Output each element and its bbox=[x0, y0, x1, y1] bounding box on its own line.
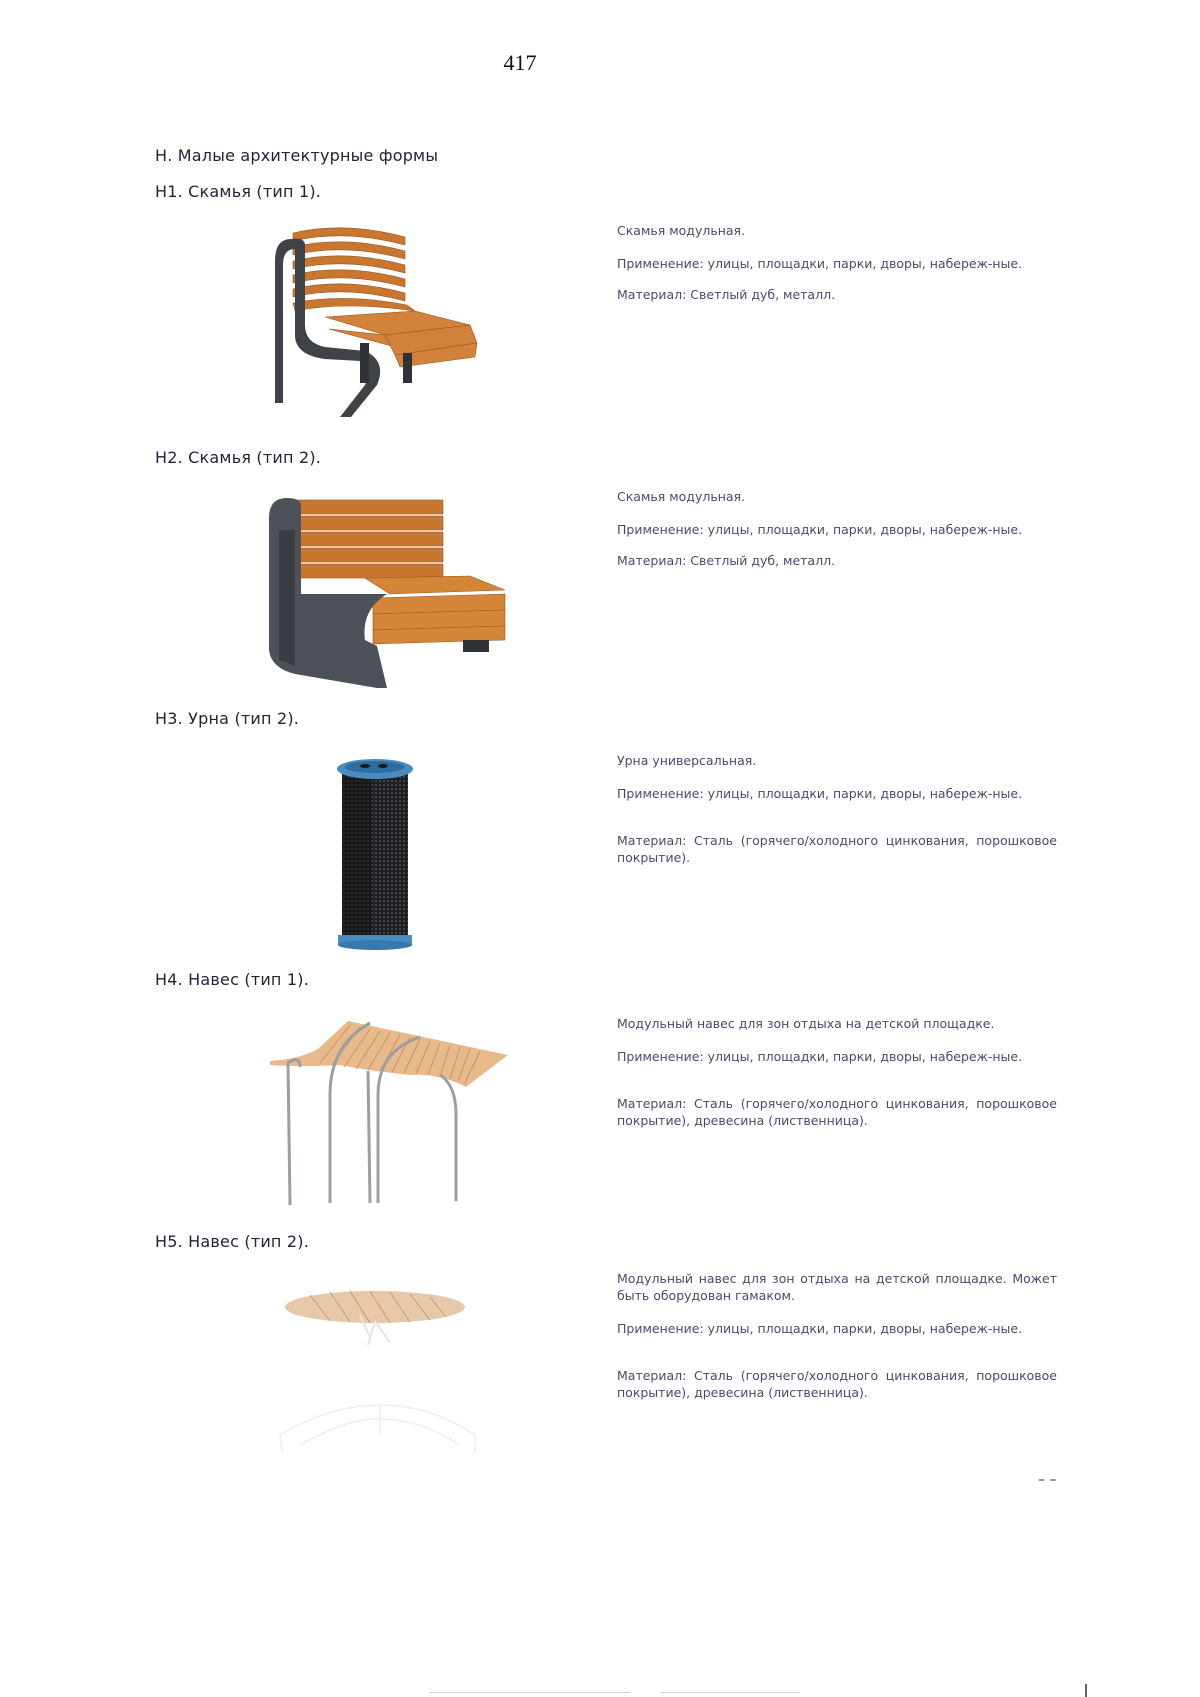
application-text: Применение: улицы, площадки, парки, дворы, набереж-ные. bbox=[617, 256, 1023, 271]
item-description-h4 bbox=[617, 1015, 1057, 1129]
item-heading-h3: Н3. Урна (тип 2). bbox=[155, 709, 300, 728]
item-heading-h1: Н1. Скамья (тип 1). bbox=[155, 182, 322, 201]
bottom-divider-right bbox=[660, 1692, 800, 1693]
item-description-h2 bbox=[617, 488, 1057, 569]
bin-image bbox=[330, 755, 420, 955]
description-text: Скамья модульная. bbox=[617, 223, 746, 238]
application-text: Применение: улицы, площадки, парки, дворы, набереж-ные. bbox=[617, 786, 1023, 801]
description-text: Модульный навес для зон отдыха на детской площадке. bbox=[617, 1016, 995, 1031]
material-text: Материал: Сталь (горячего/холодного цинкования, порошковое покрытие), древесина (лиственница). bbox=[617, 1368, 1057, 1400]
section-title: Н. Малые архитектурные формы bbox=[155, 146, 439, 165]
material-text: Материал: Сталь (горячего/холодного цинкования, порошковое покрытие), древесина (лиственница). bbox=[617, 1096, 1057, 1128]
application-text: Применение: улицы, площадки, парки, дворы, набереж-ные. bbox=[617, 1321, 1023, 1336]
application-text: Применение: улицы, площадки, парки, дворы, набереж-ные. bbox=[617, 1049, 1023, 1064]
item-description-h3 bbox=[617, 752, 1057, 866]
description-text: Скамья модульная. bbox=[617, 489, 746, 504]
bottom-tick-mark bbox=[1085, 1684, 1087, 1697]
application-text: Применение: улицы, площадки, парки, дворы, набереж-ные. bbox=[617, 522, 1023, 537]
corner-mark: – – bbox=[1038, 1472, 1057, 1488]
canopy-type1-image bbox=[260, 1015, 520, 1205]
item-description-h5 bbox=[617, 1270, 1057, 1401]
bottom-divider-left bbox=[430, 1692, 630, 1693]
item-heading-h2: Н2. Скамья (тип 2). bbox=[155, 448, 322, 467]
material-text: Материал: Сталь (горячего/холодного цинкования, порошковое покрытие). bbox=[617, 833, 1057, 865]
material-text: Материал: Светлый дуб, металл. bbox=[617, 553, 836, 568]
material-text: Материал: Светлый дуб, металл. bbox=[617, 287, 836, 302]
bench-type2-image bbox=[265, 490, 525, 690]
page-number: 417 bbox=[503, 50, 537, 75]
description-text: Модульный навес для зон отдыха на детской площадке. Может быть оборудован гамаком. bbox=[617, 1271, 1057, 1303]
item-description-h1 bbox=[617, 222, 1057, 303]
item-heading-h4: Н4. Навес (тип 1). bbox=[155, 970, 309, 989]
canopy-type2-image bbox=[270, 1285, 490, 1470]
item-heading-h5: Н5. Навес (тип 2). bbox=[155, 1232, 309, 1251]
description-text: Урна универсальная. bbox=[617, 753, 757, 768]
bench-type1-image bbox=[265, 225, 530, 420]
